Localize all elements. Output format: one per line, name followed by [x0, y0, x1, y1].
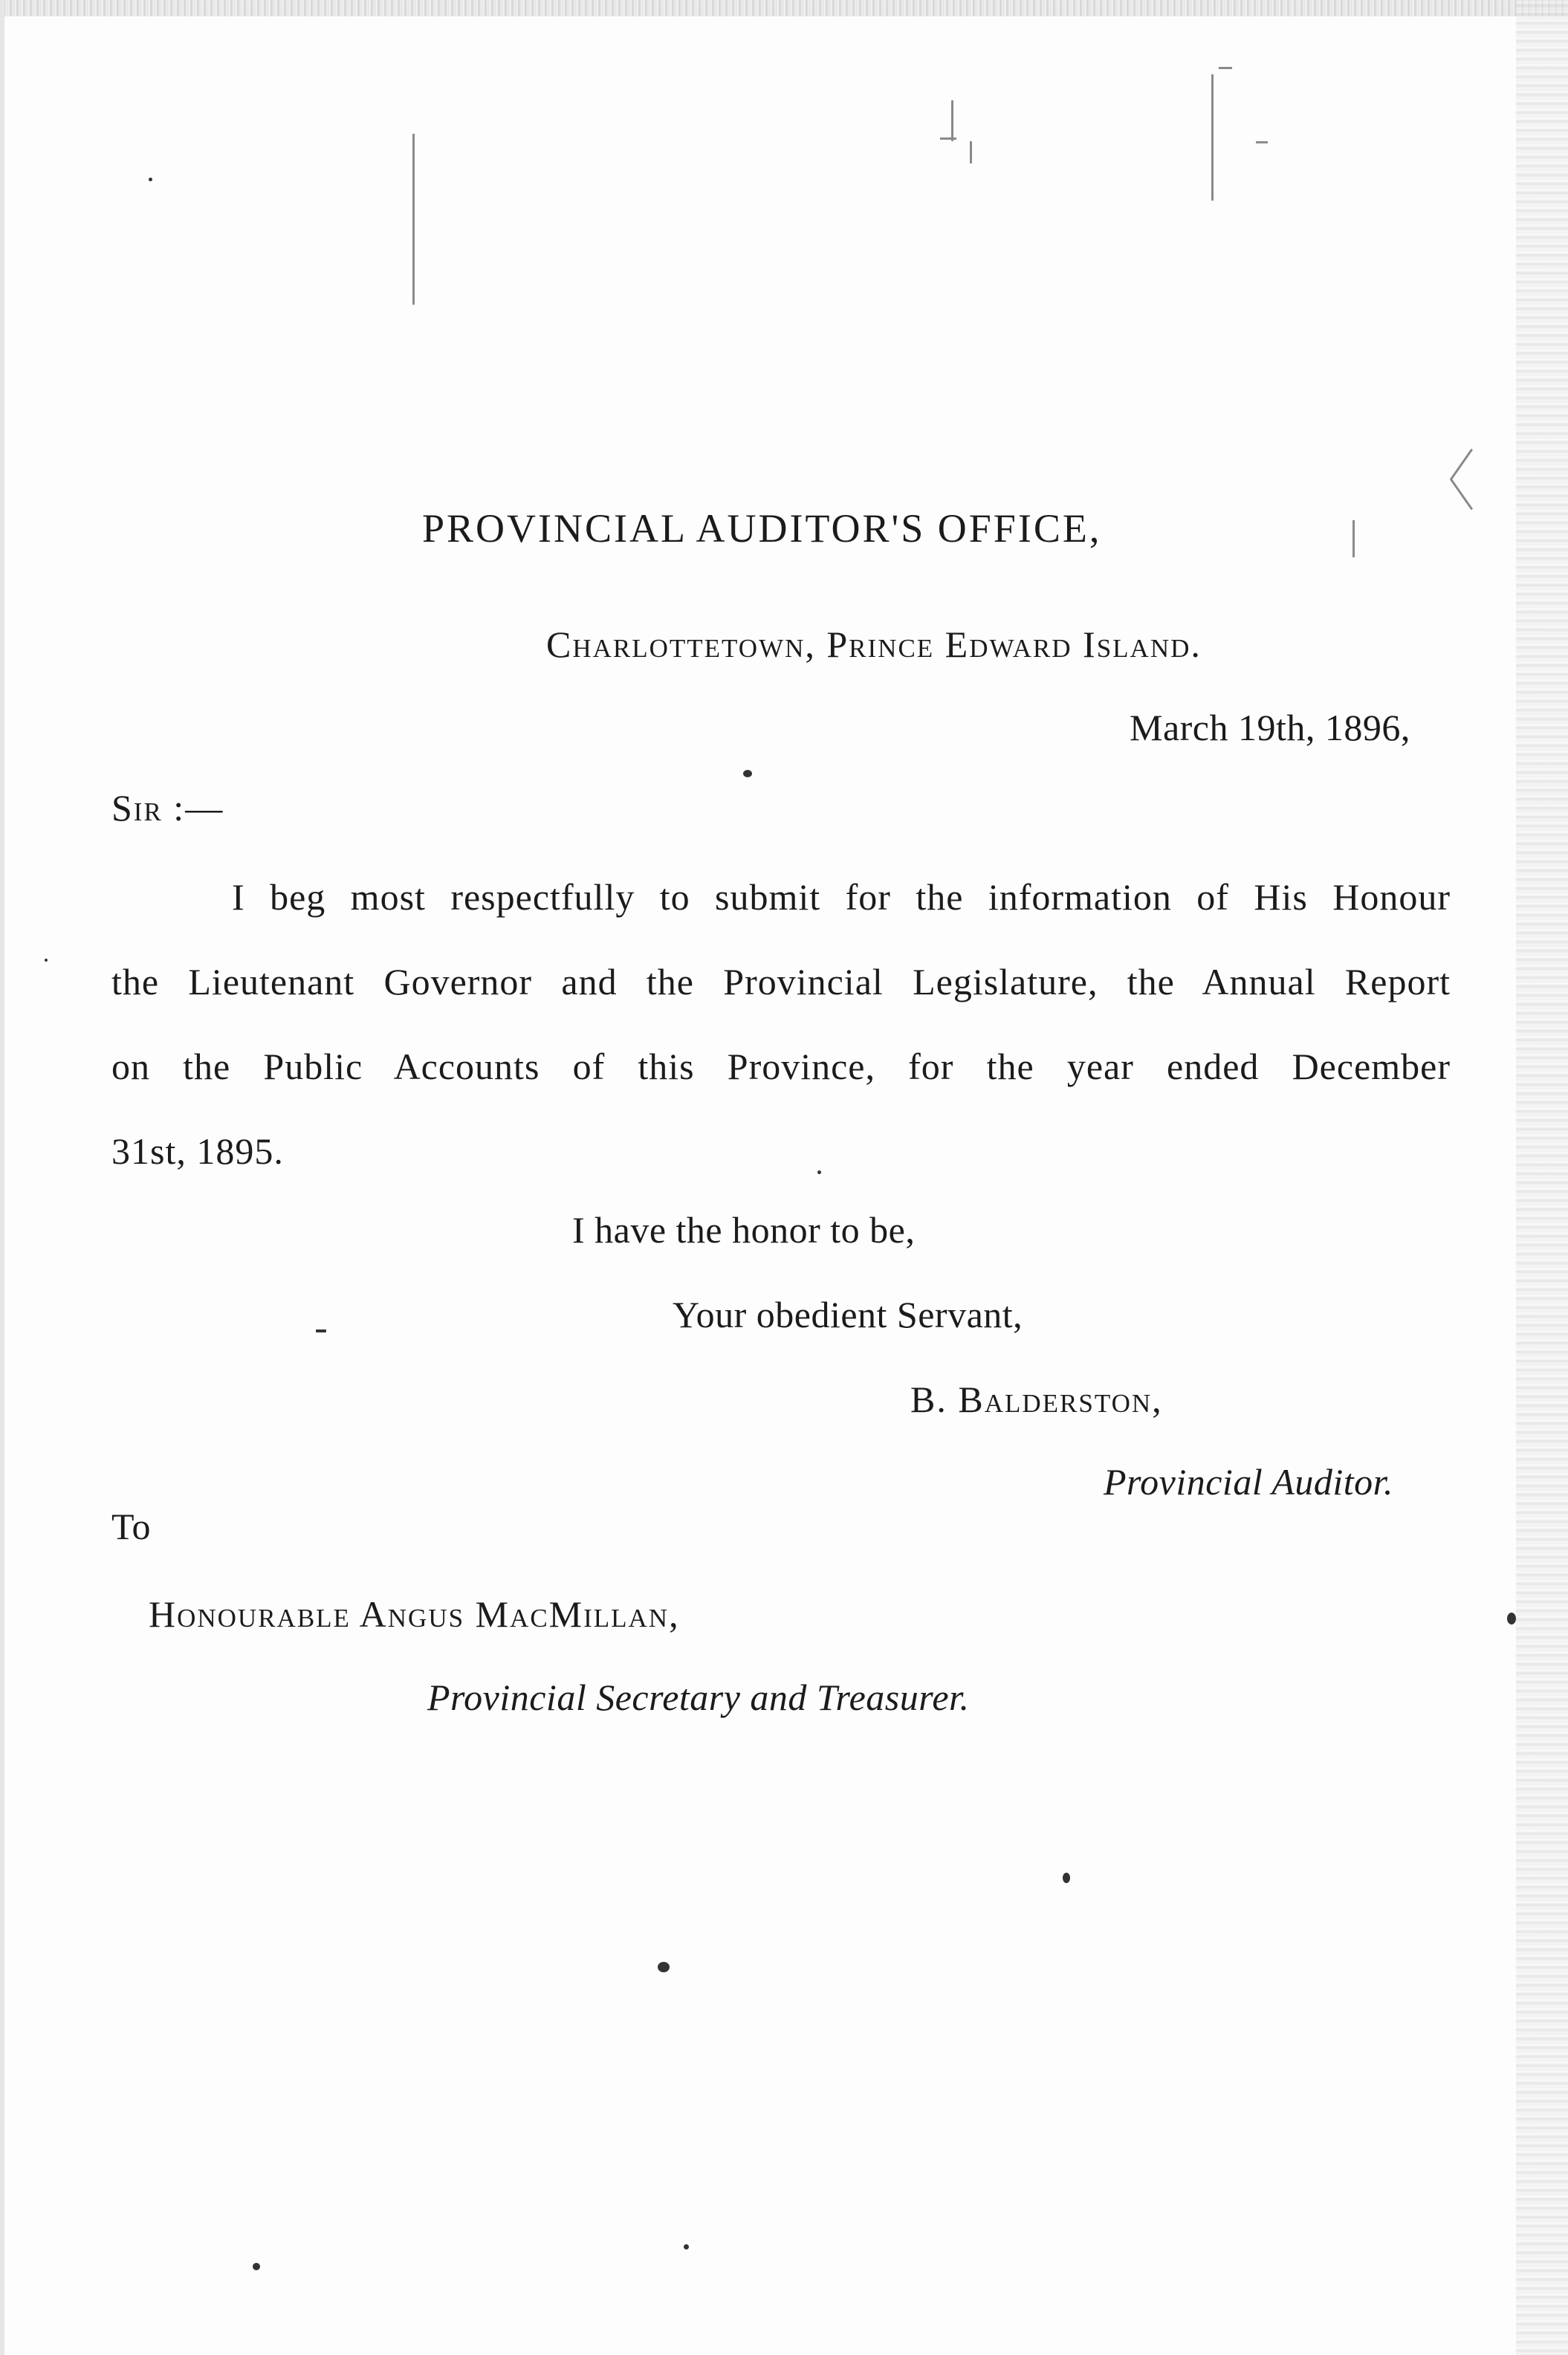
address-to: To — [111, 1506, 152, 1547]
body-line-3: on the Public Accounts of this Province, for the year ended December — [111, 1046, 1451, 1087]
recipient-title: Provincial Secretary and Treasurer. — [427, 1677, 970, 1718]
body-line-4: 31st, 1895. — [111, 1130, 284, 1172]
scan-edge-top — [0, 0, 1568, 16]
closing-line-2: Your obedient Servant, — [673, 1294, 1023, 1335]
office-location: Charlottetown, Prince Edward Island. — [546, 623, 1202, 665]
closing-line-1: I have the honor to be, — [572, 1209, 916, 1251]
body-line-2: the Lieutenant Governor and the Provincial Legislature, the Annual Report — [111, 961, 1451, 1002]
signer-name: B. Balderston, — [910, 1379, 1163, 1420]
scan-edge-right — [1516, 0, 1568, 2355]
recipient-name: Honourable Angus MacMillan, — [149, 1593, 680, 1635]
office-heading: PROVINCIAL AUDITOR'S OFFICE, — [422, 506, 1102, 551]
scan-edge-left — [0, 0, 4, 2355]
letter-date: March 19th, 1896, — [1130, 707, 1410, 748]
salutation: Sir :— — [111, 787, 224, 829]
body-line-1: I beg most respectfully to submit for the information of His Honour — [232, 876, 1451, 918]
signer-title: Provincial Auditor. — [1104, 1461, 1394, 1503]
